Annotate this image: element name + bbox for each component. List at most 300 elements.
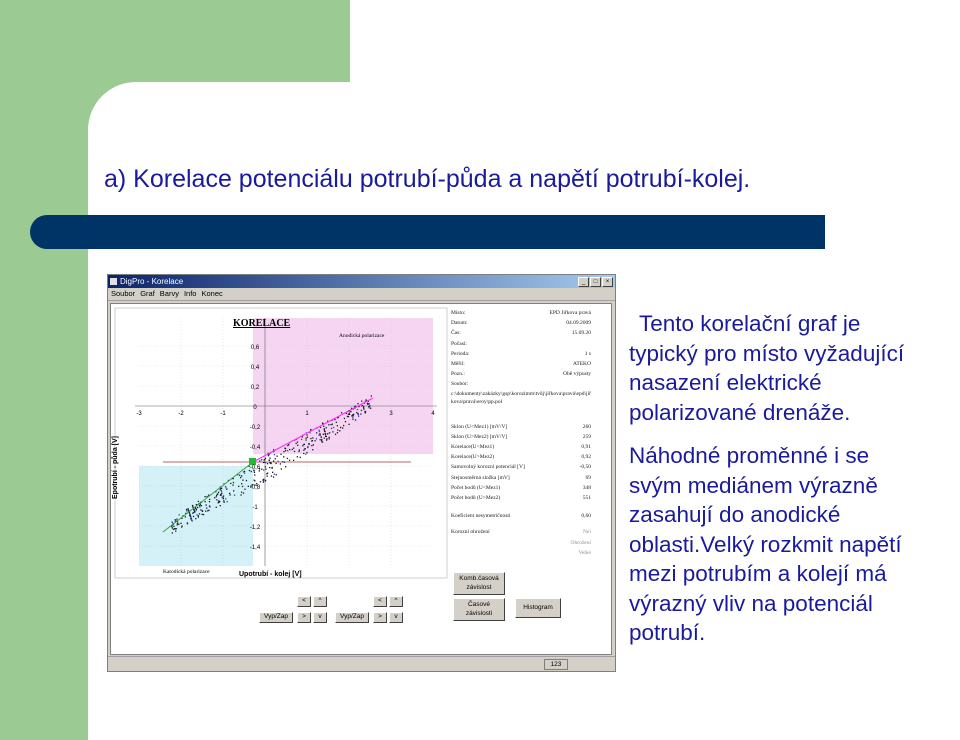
x-tick: 2 (347, 411, 351, 417)
scatter-point (223, 500, 224, 501)
scatter-point (316, 438, 317, 439)
scatter-point (325, 434, 326, 435)
scatter-point (263, 479, 264, 480)
scatter-point (331, 428, 332, 429)
left-arrow-button[interactable]: < (297, 596, 311, 607)
scatter-point (229, 493, 230, 494)
scatter-point (241, 483, 242, 484)
left-arrow-button-2[interactable]: < (373, 596, 387, 607)
menu-barvy[interactable]: Barvy (159, 289, 179, 298)
histogram-button[interactable]: Histogram (515, 598, 561, 618)
scatter-point (287, 450, 288, 451)
paragraph-2-line: zasahují do anodické (629, 502, 841, 527)
scatter-point (329, 433, 330, 434)
scatter-point (307, 447, 308, 448)
scatter-point (201, 505, 202, 506)
scatter-point (303, 450, 304, 451)
scatter-point (242, 486, 243, 487)
scatter-point (324, 437, 325, 438)
scatter-point (186, 510, 187, 511)
scatter-point (289, 460, 290, 461)
scatter-point (254, 474, 255, 475)
scatter-point (333, 427, 334, 428)
info-value: 15.09.20 (571, 330, 591, 337)
paragraph-2-line: mezi potrubím a kolejí má (629, 561, 887, 586)
y-tick: 0,6 (250, 345, 260, 351)
y-tick: 0,4 (250, 365, 260, 371)
scatter-point (299, 449, 300, 450)
scatter-point (199, 506, 200, 507)
scatter-point (276, 474, 277, 475)
scatter-point (337, 425, 338, 426)
stat-value: 0,92 (581, 454, 591, 461)
scatter-point (355, 419, 356, 420)
info-label: Perioda: (451, 350, 470, 357)
scatter-point (190, 514, 191, 515)
right-arrow-button-2[interactable]: > (373, 612, 387, 623)
x-tick: -3 (136, 411, 142, 417)
stat-value: 348 (582, 484, 591, 491)
scatter-point (321, 440, 322, 441)
scatter-point (329, 438, 330, 439)
scatter-point (270, 463, 271, 464)
scatter-point (308, 444, 309, 445)
scatter-point (296, 443, 297, 444)
scatter-point (283, 456, 284, 457)
scatter-point (304, 444, 305, 445)
scatter-point (192, 506, 193, 507)
info-row (451, 328, 591, 338)
info-label: Místo: (451, 310, 466, 316)
scatter-point (301, 439, 302, 440)
risk-row (451, 538, 591, 548)
scatter-point (222, 497, 223, 498)
scatter-point (320, 427, 321, 428)
stat-row (451, 483, 591, 493)
x-tick: 3 (389, 411, 393, 417)
x-tick: -2 (178, 411, 184, 417)
scatter-point (200, 509, 201, 510)
cathodic-label: Katodická polarizace (163, 569, 210, 575)
scatter-point (198, 516, 199, 517)
scatter-point (221, 491, 222, 492)
y-tick: -0,4 (249, 445, 261, 451)
scatter-point (341, 412, 342, 413)
scatter-point (199, 513, 200, 514)
scatter-point (241, 492, 242, 493)
scatter-point (367, 404, 368, 405)
scatter-point (263, 482, 264, 483)
scatter-point (185, 516, 186, 517)
scatter-point (263, 469, 264, 470)
scatter-point (205, 511, 206, 512)
coef-row (451, 511, 591, 521)
scatter-point (371, 395, 372, 396)
info-value: 1 s (584, 350, 591, 357)
scatter-point (332, 424, 333, 425)
stat-label: Korelace(U>Mez2) (451, 454, 495, 461)
right-arrow-button[interactable]: > (297, 612, 311, 623)
scatter-point (177, 523, 178, 524)
stat-label: Sklon (U>Mez2) [mV/V] (451, 433, 508, 440)
y-axis-label: Epotrubí - půda [V] (112, 436, 119, 499)
scatter-point (287, 458, 288, 459)
y-tick: -0,6 (249, 465, 261, 471)
scatter-point (263, 462, 264, 463)
scatter-point (281, 468, 282, 469)
scatter-point (277, 456, 278, 457)
scatter-point (323, 434, 324, 435)
info-label: Datum: (451, 320, 468, 327)
info-label: Čas: (451, 330, 461, 337)
y-tick: 0 (253, 405, 257, 411)
scatter-point (280, 454, 281, 455)
scatter-point (352, 419, 353, 420)
scatter-point (323, 426, 324, 427)
scatter-point (314, 440, 315, 441)
stat-label: Sklon (U<Mez1) [mV/V] (451, 423, 508, 430)
menu-konec[interactable]: Konec (201, 289, 223, 298)
window-titlebar (108, 275, 615, 288)
scatter-point (246, 480, 247, 481)
scatter-point (216, 499, 217, 500)
risk-value: Neí (583, 529, 591, 536)
scatter-point (297, 442, 298, 443)
scatter-point (199, 505, 200, 506)
scatter-point (226, 489, 227, 490)
up-arrow-button[interactable]: ^ (313, 596, 327, 607)
stat-label: Korelace(U<Mez1) (451, 444, 495, 451)
scatter-point (305, 438, 306, 439)
scatter-point (219, 501, 220, 502)
scatter-point (282, 461, 283, 462)
info-row (451, 308, 591, 318)
scatter-point (316, 432, 317, 433)
app-window (107, 274, 616, 672)
paragraph-2 (629, 441, 959, 648)
y-tick: 0,2 (250, 385, 260, 391)
risk-row (451, 548, 591, 558)
stat-row (451, 432, 591, 442)
stat-row (451, 442, 591, 452)
scatter-point (260, 481, 261, 482)
scatter-point (283, 451, 284, 452)
scatter-point (273, 476, 274, 477)
scatter-point (224, 502, 225, 503)
stat-label: Samovolný korozní potenciál [V] (451, 464, 525, 471)
scatter-point (216, 507, 217, 508)
scatter-point (319, 433, 320, 434)
scatter-point (329, 437, 330, 438)
scatter-point (322, 423, 323, 424)
y-tick: -1,2 (249, 525, 261, 531)
scatter-point (365, 411, 366, 412)
scatter-point (232, 484, 233, 485)
menu-graf[interactable]: Graf (140, 289, 155, 298)
stat-row (451, 462, 591, 472)
scatter-point (300, 457, 301, 458)
coef-value: 0,60 (581, 513, 591, 520)
scatter-point (321, 441, 322, 442)
scatter-point (305, 448, 306, 449)
scatter-point (351, 415, 352, 416)
scatter-point (188, 509, 189, 510)
scatter-point (269, 460, 270, 461)
scatter-point (312, 449, 313, 450)
scatter-point (339, 430, 340, 431)
scatter-point (363, 406, 364, 407)
info-value: EPD Jiřkova pravá (549, 310, 591, 316)
scatter-point (306, 452, 307, 453)
scatter-point (313, 444, 314, 445)
scatter-point (280, 463, 281, 464)
scatter-point (181, 525, 182, 526)
stat-value: 259 (582, 433, 591, 440)
scatter-point (272, 467, 273, 468)
slide-title: a) Korelace potenciálu potrubí-půda a napětí potrubí-kolej. (104, 165, 751, 193)
scatter-point (356, 412, 357, 413)
scatter-point (330, 424, 331, 425)
scatter-point (287, 445, 288, 446)
vyp-zap-button[interactable]: Vyp/Zap (259, 612, 293, 623)
scatter-point (205, 501, 206, 502)
scatter-point (173, 526, 174, 527)
scatter-point (244, 471, 245, 472)
scatter-point (233, 490, 234, 491)
scatter-point (292, 449, 293, 450)
scatter-point (284, 448, 285, 449)
scatter-point (298, 451, 299, 452)
scatter-point (243, 492, 244, 493)
scatter-point (204, 496, 205, 497)
scatter-point (241, 475, 242, 476)
scatter-point (297, 456, 298, 457)
coef-label: Koeficient nesymetričnosti (451, 513, 511, 520)
chart-title: KORELACE (233, 318, 291, 329)
scatter-point (284, 462, 285, 463)
scatter-point (195, 508, 196, 509)
scatter-point (176, 519, 177, 520)
paragraph-2-line: Náhodné proměnné i se (629, 443, 870, 468)
scatter-point (225, 498, 226, 499)
scatter-point (358, 414, 359, 415)
up-arrow-button-2[interactable]: ^ (389, 596, 403, 607)
scatter-point (269, 458, 270, 459)
scatter-point (305, 439, 306, 440)
scatter-point (267, 463, 268, 464)
scatter-point (251, 471, 252, 472)
scatter-point (190, 516, 191, 517)
info-row (451, 318, 591, 328)
risk-value: Ohrožení (570, 539, 591, 546)
scatter-point (271, 476, 272, 477)
maximize-icon[interactable]: □ (590, 277, 601, 287)
scatter-point (193, 510, 194, 511)
paragraph-2-line: výrazný vliv na potenciál (629, 590, 873, 616)
scatter-point (240, 494, 241, 495)
paragraph-2-line: potrubí. (629, 620, 706, 645)
info-panel (451, 308, 591, 558)
x-tick: -1 (220, 411, 226, 417)
scatter-point (207, 510, 208, 511)
scatter-point (326, 439, 327, 440)
info-label: Měřil: (451, 361, 465, 368)
scatter-point (261, 459, 262, 460)
scatter-point (360, 413, 361, 414)
scatter-point (259, 460, 260, 461)
casove-zavislosti-button[interactable]: Časové závislosti (453, 598, 505, 621)
scatter-point (214, 497, 215, 498)
komb-casova-zavislost-button[interactable]: Komb.časová závislost (453, 572, 505, 595)
scatter-point (303, 453, 304, 454)
scatter-point (240, 477, 241, 478)
scatter-point (326, 427, 327, 428)
scatter-point (318, 435, 319, 436)
scatter-point (267, 476, 268, 477)
stat-value: 260 (582, 423, 591, 430)
scatter-point (223, 498, 224, 499)
stat-row (451, 493, 591, 503)
scatter-point (203, 514, 204, 515)
scatter-point (265, 466, 266, 467)
scatter-point (321, 439, 322, 440)
scatter-point (265, 462, 266, 463)
info-label: Pozn.: (451, 371, 465, 378)
scatter-point (172, 522, 173, 523)
scatter-point (177, 524, 178, 525)
scatter-point (326, 436, 327, 437)
paragraph-2-line: svým mediánem výrazně (629, 472, 878, 498)
scatter-point (285, 466, 286, 467)
x-tick: 4 (431, 411, 435, 417)
scatter-point (179, 514, 180, 515)
y-tick: -0,2 (249, 425, 261, 431)
scatter-point (357, 409, 358, 410)
scatter-point (248, 486, 249, 487)
scatter-point (269, 462, 270, 463)
scatter-point (244, 473, 245, 474)
down-arrow-button[interactable]: v (313, 612, 327, 623)
scatter-point (268, 455, 269, 456)
risk-label: Korozní ohrožení (451, 529, 490, 536)
scatter-point (336, 422, 337, 423)
scatter-point (305, 454, 306, 455)
scatter-point (320, 434, 321, 435)
scatter-point (312, 437, 313, 438)
scatter-point (187, 523, 188, 524)
scatter-point (193, 516, 194, 517)
scatter-point (363, 408, 364, 409)
scatter-point (230, 494, 231, 495)
scatter-point (220, 489, 221, 490)
down-arrow-button-2[interactable]: v (389, 612, 403, 623)
scatter-point (285, 450, 286, 451)
scatter-point (189, 513, 190, 514)
menu-bar (108, 288, 615, 301)
scatter-point (370, 408, 371, 409)
menu-info[interactable]: Info (183, 289, 197, 298)
x-tick: 1 (305, 411, 309, 417)
stat-label: Počet bodů (U<Mez1) (451, 484, 501, 491)
x-axis-label: Upotrubí - kolej [V] (239, 571, 302, 578)
scatter-point (198, 515, 199, 516)
scatter-point (337, 429, 338, 430)
scatter-point (209, 499, 210, 500)
risk-row (451, 527, 591, 537)
scatter-point (225, 487, 226, 488)
scatter-point (345, 421, 346, 422)
scatter-point (178, 524, 179, 525)
minimize-icon[interactable]: _ (578, 277, 589, 287)
scatter-point (324, 428, 325, 429)
scatter-point (357, 403, 358, 404)
scatter-point (180, 523, 181, 524)
scatter-point (340, 427, 341, 428)
scatter-point (264, 459, 265, 460)
info-row (451, 339, 591, 349)
scatter-point (202, 510, 203, 511)
stat-label: Stejnosměrná složka [mV] (451, 474, 510, 481)
paragraph-1-line: nasazení elektrické (629, 370, 822, 395)
scatter-point (274, 454, 275, 455)
scatter-point (369, 403, 370, 404)
scatter-point (324, 429, 325, 430)
info-value: Obě výpusty (563, 371, 591, 378)
scatter-point (197, 507, 198, 508)
close-icon[interactable]: × (602, 277, 613, 287)
scatter-point (218, 502, 219, 503)
scatter-point (218, 492, 219, 493)
scatter-point (195, 510, 196, 511)
scatter-point (275, 458, 276, 459)
scatter-point (239, 475, 240, 476)
info-row (451, 359, 591, 369)
window-title: DigPro - Korelace (120, 277, 184, 286)
scatter-point (272, 472, 273, 473)
info-value: ATEKO (572, 361, 591, 368)
title-bar (30, 215, 825, 249)
vyp-zap-button-2[interactable]: Vyp/Zap (335, 612, 369, 623)
scatter-point (293, 448, 294, 449)
scatter-point (230, 483, 231, 484)
scatter-point (343, 425, 344, 426)
scatter-point (261, 469, 262, 470)
scatter-point (216, 495, 217, 496)
scatter-point (311, 445, 312, 446)
file-label: Soubor: (451, 381, 469, 388)
scatter-point (332, 431, 333, 432)
info-label: Počasí: (451, 340, 467, 347)
y-tick: -0,8 (249, 485, 261, 491)
paragraph-1-line: Tento korelační graf je (639, 311, 861, 336)
scatter-point (358, 416, 359, 417)
scatter-point (344, 418, 345, 419)
scatter-point (353, 414, 354, 415)
scatter-point (348, 424, 349, 425)
scatter-point (225, 486, 226, 487)
scatter-point (191, 518, 192, 519)
scatter-point (289, 449, 290, 450)
scatter-point (267, 473, 268, 474)
scatter-point (328, 424, 329, 425)
scatter-point (181, 527, 182, 528)
status-bar (108, 656, 615, 671)
scatter-point (265, 458, 266, 459)
median-point (249, 458, 256, 465)
menu-soubor[interactable]: Soubor (111, 289, 136, 298)
paragraph-1 (629, 309, 959, 427)
scatter-point (227, 501, 228, 502)
